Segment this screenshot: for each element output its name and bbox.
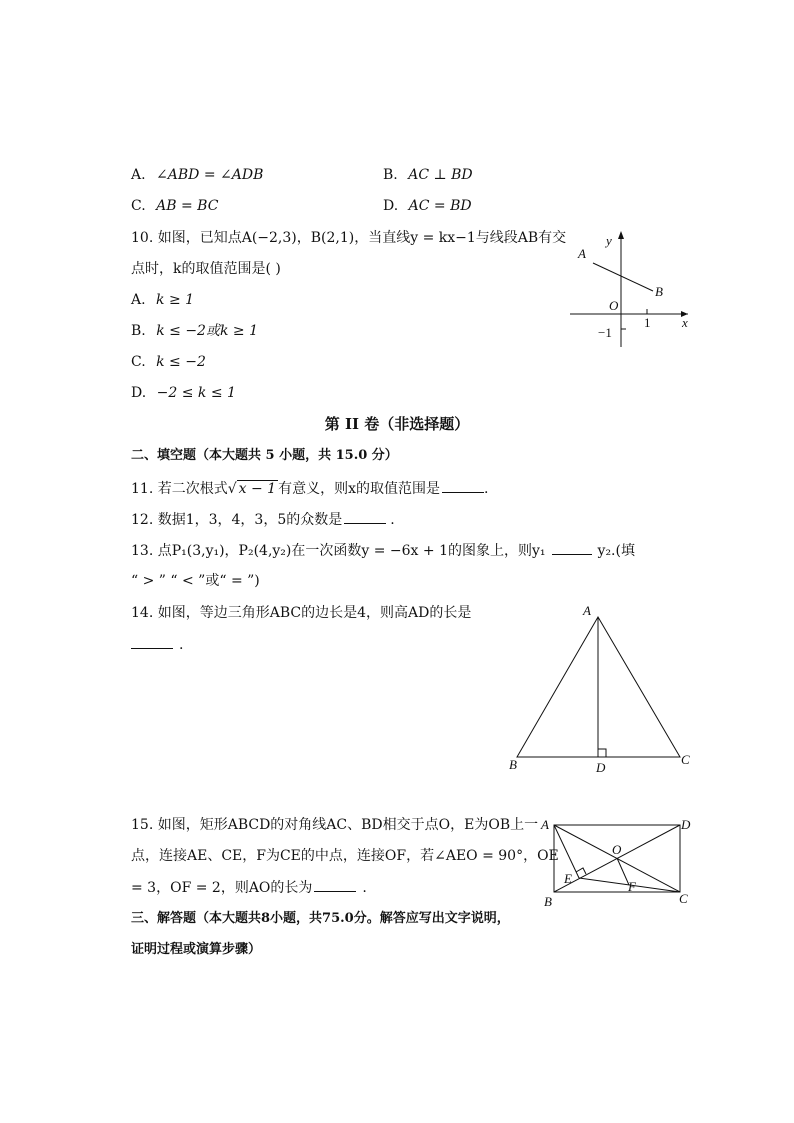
q10-line1: 10. 如图，已知点A(−2,3)，B(2,1)，当直线y = kx−1与线段AB有交 (131, 230, 567, 246)
vertex-c-label: C (679, 891, 688, 906)
q14-line2: . (131, 634, 183, 655)
right-angle-mark (576, 868, 586, 874)
q11-line: 11. 若二次根式√ x − 1 有意义，则x的取值范围是 . (131, 478, 488, 499)
q13-answer-blank[interactable] (552, 540, 592, 555)
origin-label: O (609, 298, 619, 313)
q11-answer-blank[interactable] (442, 478, 484, 493)
q12-answer-blank[interactable] (344, 509, 386, 524)
point-o-label: O (612, 842, 622, 857)
q13-line1: 13. 点P₁(3,y₁)，P₂(4,y₂)在一次函数y = −6x + 1的图象上，则y₁ y₂.(填 (131, 540, 635, 561)
q14-triangle-figure (500, 600, 700, 780)
q15-line3: = 3，OF = 2，则AO的长为 . (131, 877, 367, 898)
q10-option-c: C. k ≤ −2 (131, 354, 206, 370)
q10-option-a: A. k ≥ 1 (131, 292, 195, 308)
q9-option-d: D. AC = BD (383, 198, 472, 214)
vertex-a-label: A (541, 817, 549, 832)
q9-option-c: C. AB = BC (131, 198, 219, 214)
x-one-label: 1 (644, 315, 651, 330)
q14-line1: 14. 如图，等边三角形ABC的边长是4，则高AD的长是 (131, 605, 472, 621)
vertex-c-label: C (681, 752, 690, 767)
point-e-label: E (564, 871, 572, 886)
section-2-title: 第 II 卷（非选择题） (324, 415, 470, 433)
x-axis-label: x (682, 315, 688, 330)
y-axis-arrow-icon (618, 231, 624, 239)
y-axis-label: y (606, 233, 612, 248)
q13-line2: “ > ” “ < ”或“ = ”) (131, 573, 260, 589)
q14-answer-blank[interactable] (131, 634, 173, 649)
vertex-b-label: B (544, 894, 552, 909)
point-b-label: B (655, 284, 663, 299)
q15-line2: 点，连接AE、CE，F为CE的中点，连接OF，若∠AEO = 90°，OE (131, 848, 559, 864)
q10-coordinate-figure (560, 225, 700, 355)
point-d-label: D (596, 760, 606, 775)
sqrt-symbol: √ (227, 481, 237, 497)
q15-answer-blank[interactable] (314, 877, 356, 892)
point-f-label: F (628, 879, 636, 894)
q9-option-a: A. ∠ABD = ∠ADB (131, 167, 264, 183)
q15-rectangle-figure (535, 812, 705, 912)
q12-line: 12. 数据1，3，4，3，5的众数是 . (131, 509, 395, 530)
section-3-heading-line2: 证明过程或演算步骤） (131, 942, 262, 957)
vertex-b-label: B (509, 757, 517, 772)
y-neg-one-label: −1 (598, 325, 612, 340)
section-3-heading-line1: 三、解答题（本大题共8小题，共75.0分。解答应写出文字说明， (131, 911, 510, 926)
q10-line2: 点时，k的取值范围是( ) (131, 261, 281, 277)
segment-ab (593, 263, 653, 291)
vertex-d-label: D (681, 817, 691, 832)
point-a-label: A (578, 246, 586, 261)
q10-option-b: B. k ≤ −2或k ≥ 1 (131, 323, 258, 339)
vertex-a-label: A (583, 603, 591, 618)
right-angle-mark (598, 749, 606, 757)
fill-in-heading: 二、填空题（本大题共 5 小题，共 15.0 分） (131, 448, 398, 463)
q10-option-d: D. −2 ≤ k ≤ 1 (131, 385, 236, 401)
q15-line1: 15. 如图，矩形ABCD的对角线AC、BD相交于点O，E为OB上一 (131, 817, 539, 833)
q9-option-b: B. AC ⊥ BD (383, 167, 473, 183)
